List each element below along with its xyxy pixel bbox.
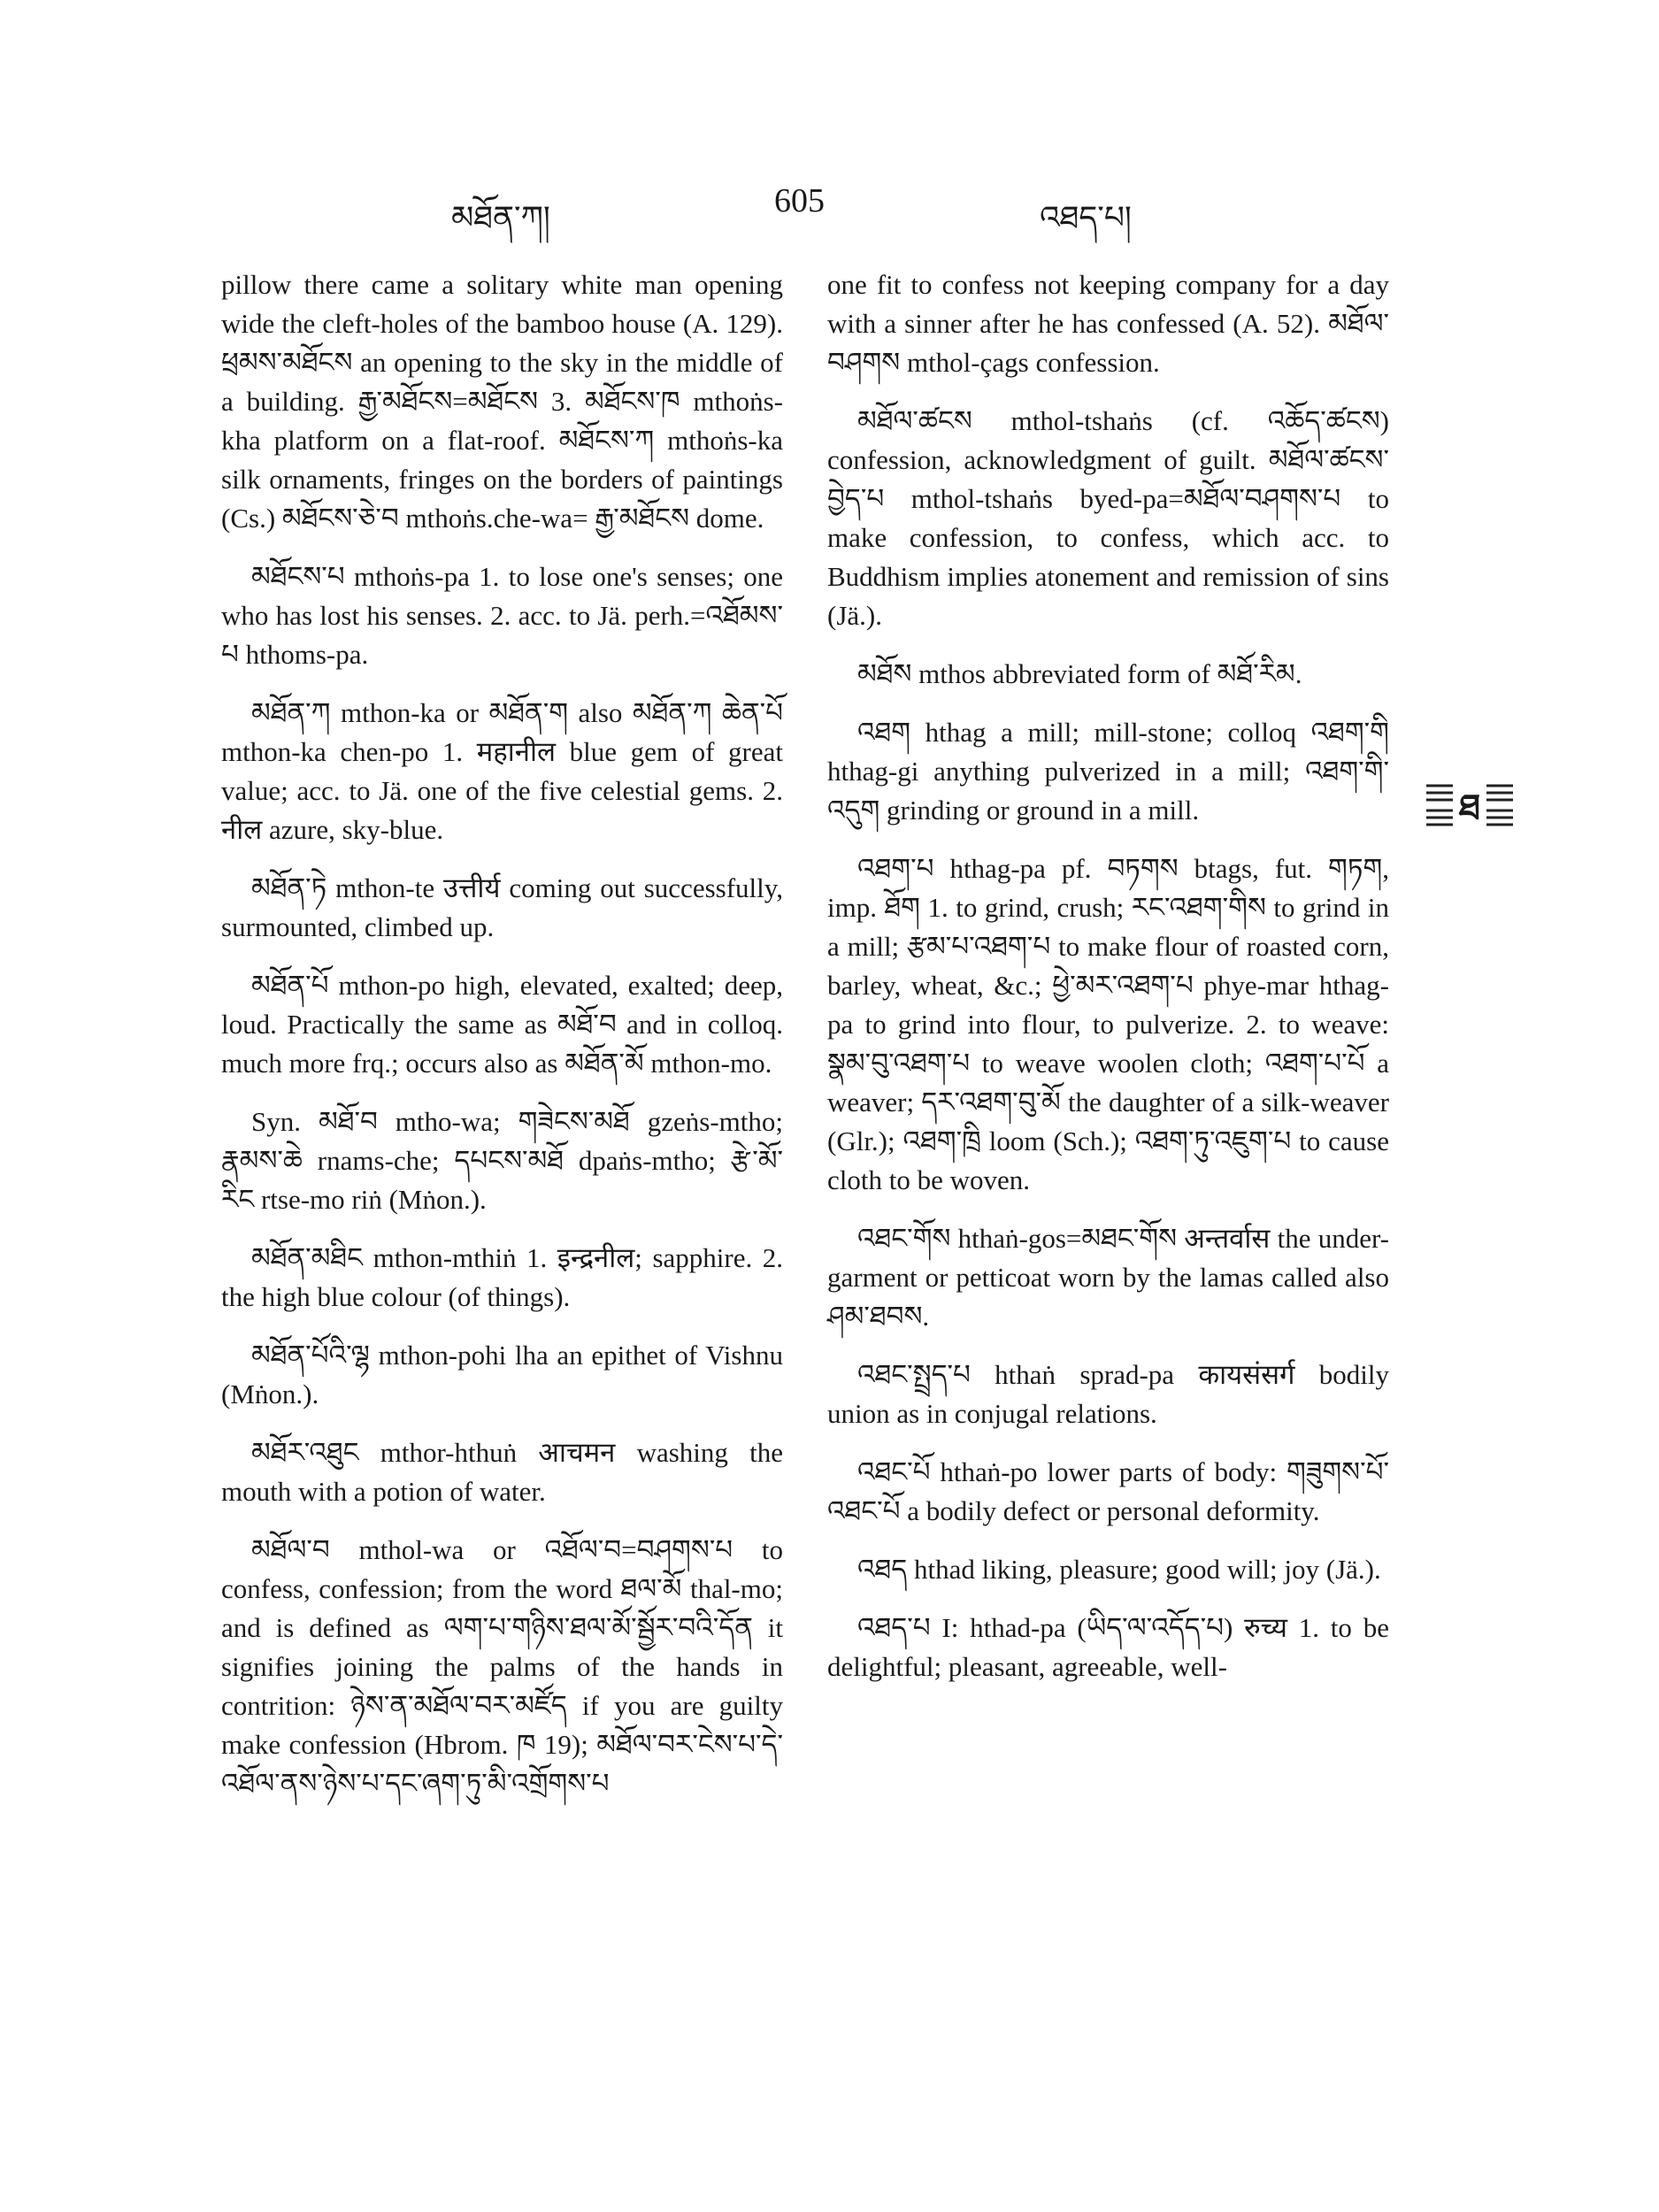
entry-text: མཐོན་མཐིང mthon-mthiṅ 1. इन्द्रनील; sapphire. 2. the high blue colour (of things). — [221, 1242, 783, 1312]
entry-text: མཐོན་པོ mthon-po high, elevated, exalted; deep, loud. Practically the same as མཐོ་བ and in colloq. much more frq.; occurs also as མཐོན་མོ mthon-mo. — [221, 970, 783, 1079]
running-header-left: མཐོན་ཀ། — [451, 200, 550, 236]
entry-text: Syn. མཐོ་བ mtho-wa; གཟེངས་མཐོ gzeṅs-mtho; རྣམས་ཆེ rnams-che; དཔངས་མཐོ dpaṅs-mtho; རྩེ་མོ་རིང rtse-mo riṅ (Mṅon.). — [221, 1106, 783, 1215]
entry-text: མཐོན་ཀ mthon-ka or མཐོན་ག also མཐོན་ཀ ཆེན་པོ mthon-ka chen-po 1. महानील blue gem of great value; acc. to Jä. one of the five celestial gems. 2. नील azure, sky-blue. — [221, 697, 783, 845]
entry-text: འཐང་སྤྲད་པ hthaṅ sprad-pa कायसंसर्ग bodily union as in conjugal relations. — [827, 1359, 1389, 1429]
entry-text: one fit to confess not keeping company for a day with a sinner after he has confessed (A. 52). མཐོལ་བཤགས mthol-çags confession. — [827, 269, 1389, 378]
entry-text: འཐག་པ hthag-pa pf. བཏགས btags, fut. གཏག, imp. ཐོག 1. to grind, crush; རང་འཐག་གིས to grind in a mill; རྩམ་པ་འཐག་པ to make flour of roasted corn, barley, wheat, &c.; ཕྱེ་མར་འཐག་པ phye-mar hthag-pa to grind into flour, to pulverize. 2. to weave: སྣམ་བུ་འཐག་པ to weave woolen cloth; འཐག་པ་པོ a weaver; དར་འཐག་བུ་མོ the daughter of a silk-weaver (Glr.); འཐག་ཁྲི loom (Sch.); འཐག་ཏུ་འཇུག་པ to cause cloth to be woven. — [827, 853, 1389, 1195]
entry-text: འཐད་པ I: hthad-pa (ཡིད་ལ་འདོད་པ) रुच्य 1. to be delightful; pleasant, agreeable, well- — [827, 1612, 1389, 1682]
running-header-right: འཐད་པ། — [1040, 200, 1132, 236]
entry-text: འཐང་གོས hthaṅ-gos=མཐང་གོས अन्तर्वास the under-garment or petticoat worn by the lamas called also ཤམ་ཐབས. — [827, 1223, 1389, 1332]
entry-text: འཐག hthag a mill; mill-stone; colloq འཐག་གི hthag-gi anything pulverized in a mill; འཐག་གི་འདུག grinding or ground in a mill. — [827, 717, 1389, 826]
entry-text: མཐོས mthos abbreviated form of མཐོ་རིམ. — [857, 658, 1302, 689]
left-column — [221, 265, 783, 1823]
entry-text: མཐོན་ཏེ mthon-te उत्तीर्य coming out successfully, surmounted, climbed up. — [221, 872, 783, 942]
entry-text: མཐོལ་ཚངས mthol-tshaṅs (cf. འཆོད་ཚངས) confession, acknowledgment of guilt. མཐོལ་ཚངས་བྱེད་པ mthol-tshaṅs byed-pa=མཐོལ་བཤགས་པ to make confession, to confess, which acc. to Buddhism implies atonement and remission of sins (Jä.). — [827, 405, 1389, 631]
right-column — [827, 265, 1389, 1706]
entry-text: pillow there came a solitary white man opening wide the cleft-holes of the bamboo house (A. 129). ཕྲམས་མཐོངས an opening to the sky in the middle of a building. རྒྱ་མཐོངས=མཐོངས 3. མཐོངས་ཁ mthoṅs-kha platform on a flat-roof. མཐོངས་ཀ mthoṅs-ka silk ornaments, fringes on the borders of paintings (Cs.) མཐོངས་ཅེ་བ mthoṅs.che-wa= རྒྱ་མཐོངས dome. — [221, 269, 783, 534]
entry-text: མཐོལ་བ mthol-wa or འཐོལ་བ=བཤགས་པ to confess, confession; from the word ཐལ་མོ thal-mo; and is defined as ལག་པ་གཉིས་ཐལ་མོ་སྦྱོར་བའི་དོན it signifies joining the palms of the hands in contrition: ཉེས་ན་མཐོལ་བར་མཛོད if you are guilty make confession (Hbrom. ཁ 19); མཐོལ་བར་ངེས་པ་དེ་འཐོལ་ནས་ཉེས་པ་དང་ཞག་ཏུ་མི་འགྲོགས་པ — [221, 1534, 783, 1799]
entry-text: མཐོན་པོའི་ལྷ mthon-pohi lha an epithet of Vishnu (Mṅon.). — [221, 1340, 783, 1409]
entry-text: འཐད hthad liking, pleasure; good will; joy (Jä.). — [857, 1554, 1381, 1585]
entry-text: མཐོར་འཐུང mthor-hthuṅ आचमन washing the mouth with a potion of water. — [221, 1437, 783, 1507]
thumb-index-letter: ཐ — [1458, 787, 1481, 828]
entry-text: མཐོངས་པ mthoṅs-pa 1. to lose one's senses; one who has lost his senses. 2. acc. to Jä. perh.=འཐོམས་པ hthoms-pa. — [221, 561, 783, 670]
page-number: 605 — [774, 182, 825, 219]
thumb-index-tab — [1426, 780, 1513, 830]
entry-text: འཐང་པོ hthaṅ-po lower parts of body: གཟུགས་པོ་འཐང་པོ a bodily defect or personal deformity. — [827, 1456, 1389, 1526]
